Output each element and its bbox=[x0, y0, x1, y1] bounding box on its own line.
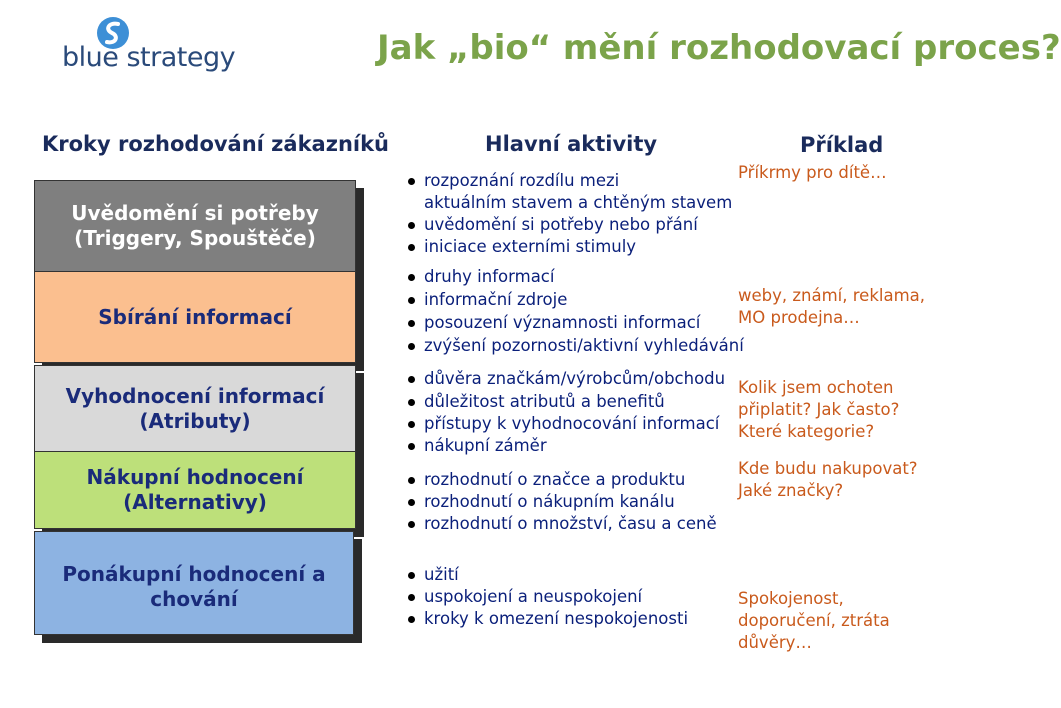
example-text: připlatit? Jak často? bbox=[738, 400, 900, 419]
example-text: Spokojenost, bbox=[738, 589, 844, 608]
step-post-purchase bbox=[34, 531, 354, 635]
step-evaluation bbox=[34, 365, 356, 453]
example-header: Příklad bbox=[800, 133, 884, 157]
step-evaluation-line1: Vyhodnocení informací bbox=[65, 384, 325, 408]
page-title: Jak „bio“ mění rozhodovací proces? bbox=[377, 28, 1061, 68]
example-text: Jaké značky? bbox=[738, 481, 844, 500]
step-evaluation-line2: (Atributy) bbox=[139, 409, 251, 433]
step-purchase-decision-line1: Nákupní hodnocení bbox=[86, 465, 304, 489]
step-information-search bbox=[34, 271, 356, 363]
steps-header: Kroky rozhodování zákazníků bbox=[42, 132, 390, 156]
example-text: doporučení, ztráta bbox=[738, 611, 890, 630]
logo-text: blue strategy bbox=[62, 42, 236, 73]
step-information-search-line1: Sbírání informací bbox=[98, 304, 292, 329]
example-text: weby, známí, reklama, bbox=[738, 286, 926, 305]
step-post-purchase-line2: chování bbox=[150, 587, 238, 611]
example-text: Kolik jsem ochoten bbox=[738, 378, 894, 397]
example-text: MO prodejna… bbox=[738, 308, 860, 327]
step-purchase-decision-line2: (Alternativy) bbox=[123, 490, 267, 514]
example-text: Které kategorie? bbox=[738, 422, 875, 441]
step-purchase-decision bbox=[34, 451, 356, 529]
example-text: Příkrmy pro dítě… bbox=[738, 163, 887, 182]
example-text: Kde budu nakupovat? bbox=[738, 459, 918, 478]
step-awareness bbox=[34, 180, 356, 272]
step-post-purchase-line1: Ponákupní hodnocení a bbox=[62, 562, 326, 586]
step-awareness-line1: Uvědomění si potřeby bbox=[71, 201, 319, 225]
step-awareness-line2: (Triggery, Spouštěče) bbox=[74, 226, 316, 250]
example-text: důvěry… bbox=[738, 633, 812, 652]
activities-header: Hlavní aktivity bbox=[485, 132, 658, 156]
